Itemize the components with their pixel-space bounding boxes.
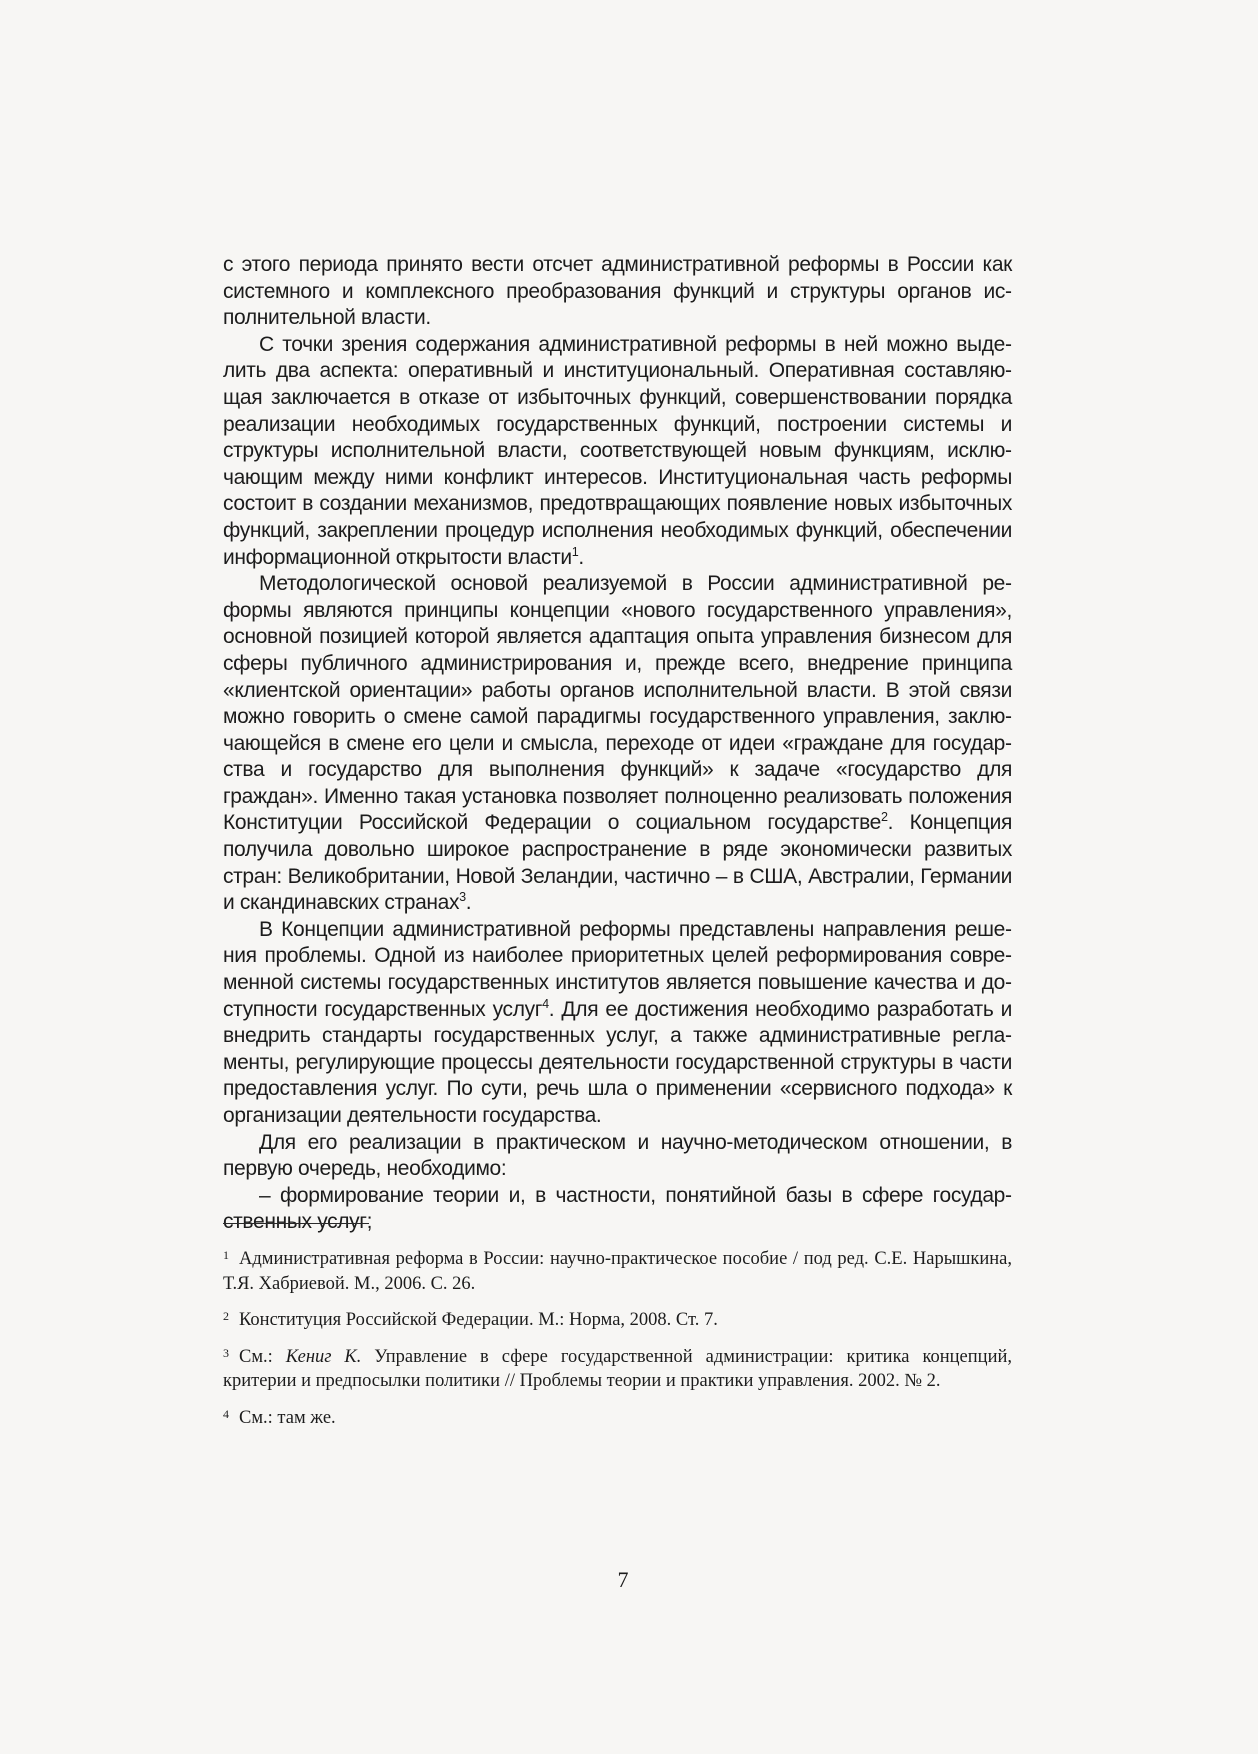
footnote-text: Административная реформа в России: научно-практическое пособие / под ред. С.Е. Нарышкина, Т.Я. Хабриевой. М., 2006. С. 26. — [223, 1249, 1012, 1294]
page-number: 7 — [617, 1567, 629, 1592]
footnote-3 — [223, 1341, 1012, 1394]
footnote-ref-4[interactable]: 4 — [542, 996, 549, 1011]
footnote-4 — [223, 1402, 1012, 1431]
paragraph: С точки зрения содержания административной реформы в ней можно выделить два аспекта: оперативный и институциональный. Оперативная составляющая заключается в отказе от избыточных функций, совершенствовании порядка реализации необходимых государственных функций, построении системы и структуры исполнительной власти, соответствующей новым функциям, исключающим между ними конфликт интересов. Институциональная часть реформы состоит в создании механизмов, предотвращающих появление новых избыточных функций, закреплении процедур исполнения необходимых функций, обеспечении информационной открытости власти$^1$. — [223, 332, 1012, 569]
footnote-mark: 2 — [223, 1309, 229, 1323]
footnote-text: Конституция Российской Федерации. М.: Норма, 2008. Ст. 7. — [239, 1310, 718, 1330]
paragraph: с этого периода принято вести отсчет административной реформы в России как системного и комплексного преобразования функций и структуры органов исполнительной власти. — [223, 253, 1012, 330]
footnote-mark: 3 — [223, 1345, 229, 1360]
footnote-author: Кениг К. — [285, 1346, 362, 1367]
footnote-ref-3[interactable]: 3 — [459, 890, 466, 905]
footnote-text: Управление в сфере государственной администрации: критика концепций, критерии и предпосылки политики // Проблемы теории и практики управления. 2002. № 2. — [223, 1346, 1012, 1391]
paragraph: Методологической основой реализуемой в России административной реформы являются принципы концепции «нового государственного управления», основной позицией которой является адаптация опыта управления бизнесом для сферы публичного администрирования и, прежде всего, внедрение принципа «клиентской ориентации» работы органов исполнительной власти. В этой связи можно говорить о смене самой парадигмы государственного управления, заключающейся в смене его цели и смысла, переходе от идеи «граждане для государства и государство для выполнения функций» к задаче «государство для граждан». Именно такая установка позволяет полноценно реализовать положения Конституции Российской Федерации о социальном государстве$^2$. Концепция получила довольно широкое распространение в ряде экономически развитых стран: Великобритании, Новой Зеландии, частично – в США, Австралии, Германии и скандинавских странах$^3$. — [223, 572, 1012, 915]
footnote-mark: 1 — [223, 1248, 229, 1262]
main-text — [223, 252, 1012, 1236]
paragraph: В Концепции административной реформы представлены направления решения проблемы. Одной из наиболее приоритетных целей реформирования современной системы государственных институтов является повышение качества и доступности государственных услуг$^4$. Для ее достижения необходимо разработать и внедрить стандарты государственных услуг, а также административные регламенты, регулирующие процессы деятельности государственной структуры в части предоставления услуг. По сути, речь шла о применении «сервисного подхода» к организации деятельности государства. — [223, 917, 1012, 1127]
paragraph: – формирование теории и, в частности, понятийной базы в сфере государственных услуг; — [223, 1183, 1012, 1234]
footnote-2 — [223, 1304, 1012, 1333]
footnote-1 — [223, 1243, 1012, 1296]
footnotes — [223, 1243, 1012, 1438]
footnote-prefix: См.: — [239, 1346, 286, 1367]
footnote-mark: 4 — [223, 1406, 229, 1421]
footnote-ref-2[interactable]: 2 — [881, 810, 888, 825]
footnote-divider — [223, 1223, 369, 1224]
paragraph: Для его реализации в практическом и научно-методическом отношении, в первую очередь, необходимо: — [223, 1130, 1012, 1181]
footnote-text: См.: там же. — [239, 1407, 336, 1428]
footnote-ref-1[interactable]: 1 — [571, 544, 579, 559]
